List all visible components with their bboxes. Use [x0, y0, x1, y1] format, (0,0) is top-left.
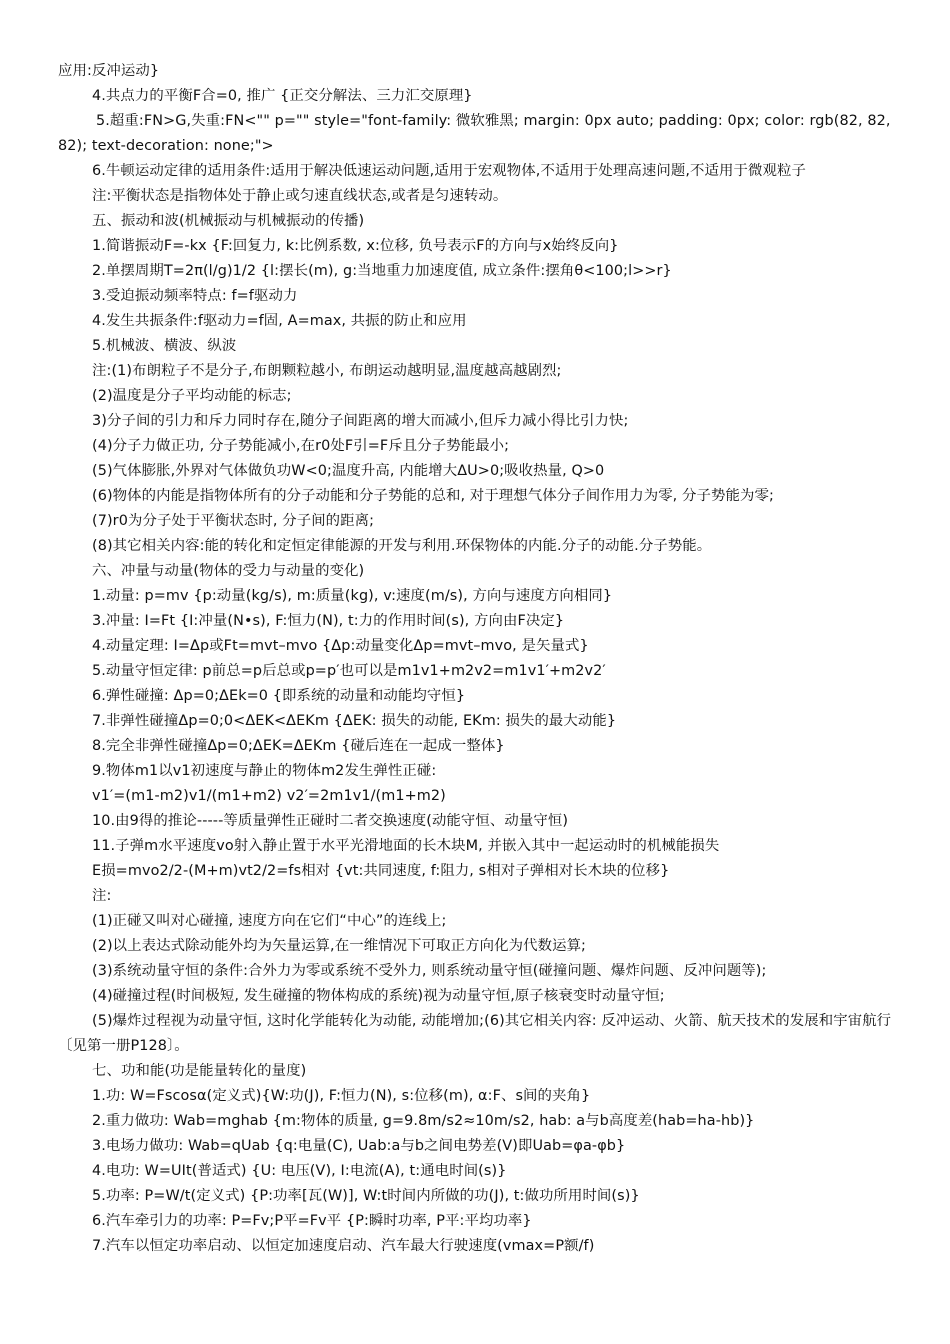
text-line: 6.弹性碰撞: Δp=0;ΔEk=0 {即系统的动量和动能均守恒} [92, 688, 466, 704]
text-line: 1.动量: p=mv {p:动量(kg/s), m:质量(kg), v:速度(m/s), 方向与速度方向相同} [92, 588, 613, 604]
text-line: 1.功: W=Fscosα(定义式){W:功(J), F:恒力(N), s:位移(m), α:F、s间的夹角} [92, 1088, 591, 1104]
text-line: v1′=(m1-m2)v1/(m1+m2) v2′=2m1v1/(m1+m2) [92, 788, 446, 804]
section-heading: 六、冲量与动量(物体的受力与动量的变化) [92, 563, 365, 579]
text-line: 3.受迫振动频率特点: f=f驱动力 [92, 288, 298, 304]
text-line: (3)系统动量守恒的条件:合外力为零或系统不受外力, 则系统动量守恒(碰撞问题、爆炸问题、反冲问题等); [92, 963, 767, 979]
text-line: 6.汽车牵引力的功率: P=Fv;P平=Fv平 {P:瞬时功率, P平:平均功率} [92, 1213, 532, 1229]
text-line: 4.动量定理: I=Δp或Ft=mvt–mvo {Δp:动量变化Δp=mvt–mvo, 是矢量式} [92, 638, 589, 654]
text-line: 5.超重:FN>G,失重:FN<"" p="" style="font-family: 微软雅黑; margin: 0px auto; padding: 0px; color: rgb(82, 82, 82); text-decoration: none;"> [58, 113, 891, 154]
text-line: 11.子弹m水平速度vo射入静止置于水平光滑地面的长木块M, 并嵌入其中一起运动时的机械能损失 [92, 838, 720, 854]
text-line: 8.完全非弹性碰撞Δp=0;ΔEK=ΔEKm {碰后连在一起成一整体} [92, 738, 505, 754]
text-line: 3.电场力做功: Wab=qUab {q:电量(C), Uab:a与b之间电势差(V)即Uab=φa-φb} [92, 1138, 626, 1154]
text-line: 注:平衡状态是指物体处于静止或匀速直线状态,或者是匀速转动。 [92, 188, 508, 204]
text-line: 9.物体m1以v1初速度与静止的物体m2发生弹性正碰: [92, 763, 437, 779]
text-line: 注:(1)布朗粒子不是分子,布朗颗粒越小, 布朗运动越明显,温度越高越剧烈; [92, 363, 562, 379]
text-line: (2)以上表达式除动能外均为矢量运算,在一维情况下可取正方向化为代数运算; [92, 938, 587, 954]
text-line: (2)温度是分子平均动能的标志; [92, 388, 292, 404]
text-line: E损=mvo2/2-(M+m)vt2/2=fs相对 {vt:共同速度, f:阻力, s相对子弹相对长木块的位移} [92, 863, 670, 879]
text-line: (1)正碰又叫对心碰撞, 速度方向在它们“中心”的连线上; [92, 913, 447, 929]
text-line: 4.共点力的平衡F合=0, 推广 {正交分解法、三力汇交原理} [92, 88, 473, 104]
text-line: (4)分子力做正功, 分子势能减小,在r0处F引=F斥且分子势能最小; [92, 438, 510, 454]
text-line: 6.牛顿运动定律的适用条件:适用于解决低速运动问题,适用于宏观物体,不适用于处理高速问题,不适用于微观粒子 [92, 163, 806, 179]
text-line: 2.单摆周期T=2π(l/g)1/2 {l:摆长(m), g:当地重力加速度值, 成立条件:摆角θ<100;l>>r} [92, 263, 672, 279]
text-line: (5)爆炸过程视为动量守恒, 这时化学能转化为动能, 动能增加;(6)其它相关内容: 反冲运动、火箭、航天技术的发展和宇宙航行〔见第一册P128〕。 [58, 1013, 892, 1054]
text-line: 4.电功: W=UIt(普适式) {U: 电压(V), I:电流(A), t:通电时间(s)} [92, 1163, 507, 1179]
text-line: 1.简谐振动F=-kx {F:回复力, k:比例系数, x:位移, 负号表示F的方向与x始终反向} [92, 238, 619, 254]
text-line: 7.非弹性碰撞Δp=0;0<ΔEK<ΔEKm {ΔEK: 损失的动能, EKm: 损失的最大动能} [92, 713, 617, 729]
text-line: (8)其它相关内容:能的转化和定恒定律能源的开发与利用.环保物体的内能.分子的动能.分子势能。 [92, 538, 712, 554]
text-line: 4.发生共振条件:f驱动力=f固, A=max, 共振的防止和应用 [92, 313, 467, 329]
text-line: (7)r0为分子处于平衡状态时, 分子间的距离; [92, 513, 375, 529]
text-line: 5.功率: P=W/t(定义式) {P:功率[瓦(W)], W:t时间内所做的功(J), t:做功所用时间(s)} [92, 1188, 640, 1204]
text-line: 应用:反冲运动} [58, 63, 160, 79]
text-line: (5)气体膨胀,外界对气体做负功W<0;温度升高, 内能增大ΔU>0;吸收热量, Q>0 [92, 463, 605, 479]
text-line: 7.汽车以恒定功率启动、以恒定加速度启动、汽车最大行驶速度(vmax=P额/f) [92, 1238, 595, 1254]
text-line: 3.冲量: I=Ft {I:冲量(N•s), F:恒力(N), t:力的作用时间(s), 方向由F决定} [92, 613, 565, 629]
text-line: 5.动量守恒定律: p前总=p后总或p=p′也可以是m1v1+m2v2=m1v1′+m2v2′ [92, 663, 606, 679]
text-line: (4)碰撞过程(时间极短, 发生碰撞的物体构成的系统)视为动量守恒,原子核衰变时动量守恒; [92, 988, 665, 1004]
text-line: 10.由9得的推论-----等质量弹性正碰时二者交换速度(动能守恒、动量守恒) [92, 813, 569, 829]
text-line: 注: [92, 888, 112, 904]
section-heading: 五、振动和波(机械振动与机械振动的传播) [92, 213, 365, 229]
text-line: 2.重力做功: Wab=mghab {m:物体的质量, g=9.8m/s2≈10m/s2, hab: a与b高度差(hab=ha-hb)} [92, 1113, 755, 1129]
text-line: (6)物体的内能是指物体所有的分子动能和分子势能的总和, 对于理想气体分子间作用力为零, 分子势能为零; [92, 488, 774, 504]
text-line: 3)分子间的引力和斥力同时存在,随分子间距离的增大而减小,但斥力减小得比引力快; [92, 413, 629, 429]
section-heading: 七、功和能(功是能量转化的量度) [92, 1063, 307, 1079]
text-line: 5.机械波、横波、纵波 [92, 338, 237, 354]
